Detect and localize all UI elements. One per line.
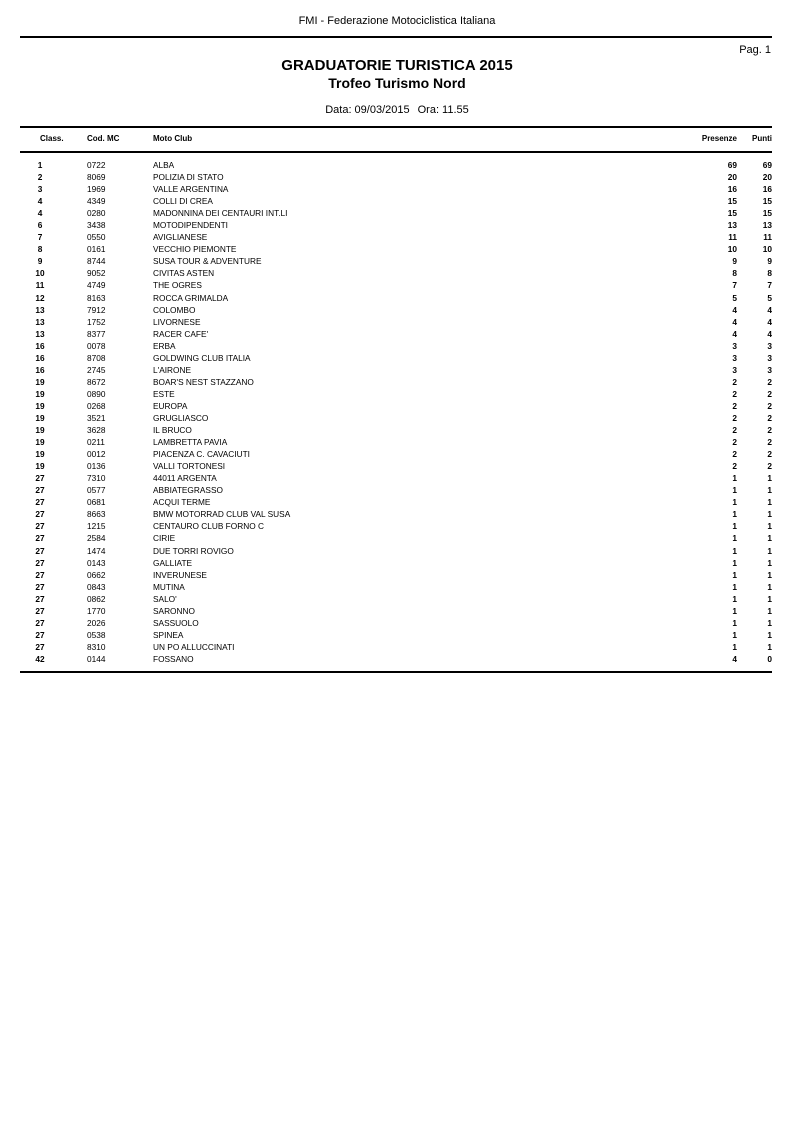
cell-punti: 9 (767, 256, 772, 267)
table-row (0, 532, 794, 544)
cell-cod-mc: 0161 (87, 244, 106, 255)
cell-moto-club: LAMBRETTA PAVIA (153, 437, 228, 448)
table-row (0, 641, 794, 653)
cell-cod-mc: 0843 (87, 581, 106, 592)
cell-class: 2 (37, 172, 43, 183)
cell-presenze: 1 (732, 545, 737, 556)
document-title: GRADUATORIE TURISTICA 2015 (281, 57, 513, 74)
cell-punti: 1 (767, 473, 772, 484)
table-row (0, 472, 794, 484)
cell-cod-mc: 0144 (87, 653, 106, 664)
cell-class: 27 (35, 569, 45, 580)
cell-class: 27 (35, 545, 45, 556)
cell-presenze: 2 (732, 461, 737, 472)
cell-punti: 0 (767, 653, 772, 664)
cell-presenze: 11 (728, 232, 737, 243)
cell-moto-club: CIRIE (153, 533, 176, 544)
cell-presenze: 4 (732, 304, 737, 315)
cell-punti: 1 (767, 533, 772, 544)
cell-presenze: 2 (732, 376, 737, 387)
cell-punti: 1 (767, 569, 772, 580)
cell-cod-mc: 0890 (87, 388, 106, 399)
cell-cod-mc: 8069 (87, 172, 106, 183)
cell-cod-mc: 0862 (87, 593, 106, 604)
cell-presenze: 4 (732, 328, 737, 339)
cell-moto-club: ALBA (153, 160, 175, 170)
cell-presenze: 1 (732, 569, 737, 580)
cell-class: 27 (35, 509, 45, 520)
cell-punti: 15 (762, 196, 772, 207)
cell-presenze: 1 (732, 557, 737, 568)
cell-class: 13 (35, 316, 45, 327)
table-row (0, 593, 794, 605)
table-row (0, 629, 794, 641)
cell-presenze: 1 (732, 593, 737, 604)
cell-class: 12 (35, 292, 45, 303)
page-number: Pag. 1 (739, 44, 771, 56)
cell-cod-mc: 0550 (87, 232, 106, 243)
cell-moto-club: CENTAURO CLUB FORNO C (153, 521, 264, 532)
cell-presenze: 3 (732, 352, 737, 363)
cell-moto-club: SPINEA (153, 629, 184, 640)
cell-presenze: 1 (732, 533, 737, 544)
cell-moto-club: VECCHIO PIEMONTE (153, 244, 237, 255)
table-row (0, 557, 794, 569)
cell-punti: 8 (767, 268, 772, 279)
cell-class: 19 (35, 376, 45, 387)
cell-punti: 5 (767, 292, 772, 303)
cell-cod-mc: 3438 (87, 220, 106, 231)
cell-class: 19 (35, 449, 45, 460)
cell-cod-mc: 0280 (87, 208, 106, 219)
table-row (0, 316, 794, 328)
cell-moto-club: MADONNINA DEI CENTAURI INT.LI (153, 208, 288, 219)
cell-moto-club: ROCCA GRIMALDA (153, 292, 229, 303)
table-row (0, 448, 794, 460)
table-row (0, 207, 794, 219)
column-header-punti: Punti (752, 134, 772, 143)
cell-cod-mc: 0722 (87, 160, 106, 170)
cell-presenze: 15 (727, 208, 737, 219)
table-row (0, 376, 794, 388)
table-row (0, 424, 794, 436)
cell-class: 19 (35, 388, 45, 399)
cell-cod-mc: 3628 (87, 425, 106, 436)
cell-moto-club: SASSUOLO (153, 617, 199, 628)
cell-cod-mc: 0268 (87, 400, 106, 411)
cell-presenze: 8 (732, 268, 737, 279)
cell-punti: 2 (767, 461, 772, 472)
cell-cod-mc: 8310 (87, 641, 106, 652)
cell-punti: 1 (767, 485, 772, 496)
cell-moto-club: ERBA (153, 340, 176, 351)
cell-class: 16 (35, 340, 45, 351)
cell-presenze: 2 (732, 400, 737, 411)
cell-class: 1 (37, 160, 43, 170)
cell-punti: 1 (767, 605, 772, 616)
table-row (0, 653, 794, 665)
table-row (0, 605, 794, 617)
cell-moto-club: L'AIRONE (153, 364, 192, 375)
table-row (0, 617, 794, 629)
cell-moto-club: SUSA TOUR & ADVENTURE (153, 256, 262, 267)
cell-presenze: 2 (732, 449, 737, 460)
cell-class: 8 (37, 244, 43, 255)
table-header-bottom-rule (20, 151, 772, 153)
table-row (0, 219, 794, 231)
cell-presenze: 7 (732, 280, 737, 291)
cell-punti: 3 (767, 352, 772, 363)
table-row (0, 520, 794, 532)
cell-class: 27 (35, 485, 45, 496)
cell-presenze: 9 (732, 256, 737, 267)
cell-punti: 69 (762, 160, 772, 170)
column-header-class: Class. (40, 134, 64, 143)
cell-class: 4 (37, 208, 43, 219)
cell-moto-club: POLIZIA DI STATO (153, 172, 224, 183)
cell-presenze: 13 (727, 220, 737, 231)
cell-moto-club: COLOMBO (153, 304, 196, 315)
cell-presenze: 1 (732, 605, 737, 616)
cell-moto-club: BOAR'S NEST STAZZANO (153, 376, 254, 387)
cell-class: 27 (35, 473, 45, 484)
cell-punti: 4 (767, 316, 772, 327)
cell-moto-club: PIACENZA C. CAVACIUTI (153, 449, 250, 460)
cell-punti: 11 (763, 232, 772, 243)
cell-class: 13 (35, 304, 45, 315)
cell-moto-club: RACER CAFE' (153, 328, 209, 339)
cell-cod-mc: 8708 (87, 352, 106, 363)
cell-punti: 2 (767, 437, 772, 448)
cell-class: 9 (37, 256, 43, 267)
table-row (0, 436, 794, 448)
cell-punti: 1 (767, 617, 772, 628)
table-row (0, 292, 794, 304)
cell-moto-club: ACQUI TERME (153, 497, 211, 508)
cell-class: 11 (35, 280, 45, 291)
cell-class: 27 (35, 533, 45, 544)
cell-punti: 2 (767, 388, 772, 399)
organization-header: FMI - Federazione Motociclistica Italiana (298, 15, 496, 27)
cell-cod-mc: 0538 (87, 629, 106, 640)
cell-cod-mc: 0577 (87, 485, 106, 496)
cell-cod-mc: 1752 (87, 316, 106, 327)
cell-class: 27 (35, 593, 45, 604)
cell-punti: 1 (767, 581, 772, 592)
cell-moto-club: INVERUNESE (153, 569, 207, 580)
cell-cod-mc: 1474 (87, 545, 106, 556)
column-header-cod-mc: Cod. MC (87, 134, 120, 143)
top-rule (20, 36, 772, 38)
table-row (0, 231, 794, 243)
cell-punti: 2 (767, 412, 772, 423)
table-row (0, 279, 794, 291)
cell-punti: 1 (767, 641, 772, 652)
cell-moto-club: MOTODIPENDENTI (153, 220, 228, 231)
cell-cod-mc: 3521 (87, 412, 106, 423)
cell-class: 27 (35, 581, 45, 592)
cell-moto-club: GOLDWING CLUB ITALIA (153, 352, 251, 363)
cell-moto-club: MUTINA (153, 581, 185, 592)
cell-cod-mc: 4749 (87, 280, 106, 291)
cell-cod-mc: 8377 (87, 328, 106, 339)
cell-punti: 4 (767, 304, 772, 315)
column-header-presenze: Presenze (701, 134, 737, 143)
cell-moto-club: EUROPA (153, 400, 188, 411)
cell-presenze: 2 (732, 437, 737, 448)
table-row (0, 496, 794, 508)
cell-cod-mc: 7912 (87, 304, 106, 315)
table-row (0, 364, 794, 376)
cell-moto-club: COLLI DI CREA (153, 196, 213, 207)
cell-presenze: 4 (732, 316, 737, 327)
cell-punti: 1 (767, 557, 772, 568)
cell-class: 16 (35, 364, 45, 375)
table-row (0, 545, 794, 557)
cell-cod-mc: 1770 (87, 605, 106, 616)
cell-class: 19 (35, 437, 45, 448)
cell-presenze: 3 (732, 340, 737, 351)
cell-presenze: 1 (732, 509, 737, 520)
cell-cod-mc: 0681 (87, 497, 106, 508)
document-subtitle: Trofeo Turismo Nord (328, 75, 466, 91)
table-row (0, 340, 794, 352)
cell-moto-club: FOSSANO (153, 653, 194, 664)
cell-cod-mc: 2745 (87, 364, 106, 375)
cell-moto-club: SALO' (153, 593, 177, 604)
cell-moto-club: GRUGLIASCO (153, 412, 209, 423)
cell-presenze: 15 (727, 196, 737, 207)
cell-cod-mc: 9052 (87, 268, 106, 279)
cell-presenze: 2 (732, 425, 737, 436)
cell-class: 3 (37, 184, 43, 195)
cell-cod-mc: 0143 (87, 557, 106, 568)
cell-presenze: 2 (732, 412, 737, 423)
cell-presenze: 5 (732, 292, 737, 303)
table-row (0, 328, 794, 340)
cell-cod-mc: 8663 (87, 509, 106, 520)
column-header-moto-club: Moto Club (153, 134, 193, 143)
table-header-top-rule (20, 126, 772, 128)
cell-cod-mc: 1215 (87, 521, 106, 532)
cell-moto-club: ABBIATEGRASSO (153, 485, 223, 496)
cell-class: 4 (37, 196, 43, 207)
cell-punti: 3 (767, 340, 772, 351)
cell-cod-mc: 8672 (87, 376, 106, 387)
cell-class: 27 (35, 617, 45, 628)
table-row (0, 569, 794, 581)
table-row (0, 460, 794, 472)
cell-moto-club: SARONNO (153, 605, 195, 616)
table-row (0, 484, 794, 496)
cell-cod-mc: 2026 (87, 617, 106, 628)
cell-moto-club: THE OGRES (153, 280, 202, 291)
cell-cod-mc: 0012 (87, 449, 106, 460)
cell-presenze: 1 (732, 617, 737, 628)
table-header (0, 133, 794, 147)
date-time-line (0, 104, 794, 116)
cell-class: 7 (37, 232, 43, 243)
cell-punti: 1 (767, 509, 772, 520)
cell-class: 27 (35, 629, 45, 640)
table-row (0, 352, 794, 364)
cell-presenze: 20 (727, 172, 737, 183)
table-row (0, 400, 794, 412)
cell-class: 27 (35, 605, 45, 616)
cell-punti: 2 (767, 425, 772, 436)
cell-cod-mc: 7310 (87, 473, 106, 484)
cell-punti: 1 (767, 629, 772, 640)
table-row (0, 508, 794, 520)
table-row (0, 304, 794, 316)
cell-presenze: 3 (732, 364, 737, 375)
cell-cod-mc: 0078 (87, 340, 106, 351)
table-row (0, 243, 794, 255)
cell-presenze: 4 (732, 653, 737, 664)
cell-cod-mc: 2584 (87, 533, 106, 544)
cell-punti: 10 (762, 244, 772, 255)
cell-class: 42 (35, 653, 45, 664)
cell-moto-club: VALLE ARGENTINA (153, 184, 229, 195)
cell-cod-mc: 1969 (87, 184, 106, 195)
time-text: Ora: 11.55 (417, 104, 469, 116)
cell-class: 6 (37, 220, 43, 231)
cell-moto-club: GALLIATE (153, 557, 193, 568)
table-row (0, 195, 794, 207)
cell-presenze: 16 (727, 184, 737, 195)
cell-presenze: 1 (732, 473, 737, 484)
cell-moto-club: DUE TORRI ROVIGO (153, 545, 234, 556)
cell-moto-club: 44011 ARGENTA (153, 473, 217, 484)
table-row (0, 171, 794, 183)
cell-punti: 2 (767, 449, 772, 460)
cell-presenze: 69 (727, 160, 737, 170)
cell-presenze: 10 (727, 244, 737, 255)
cell-punti: 7 (767, 280, 772, 291)
cell-punti: 1 (767, 593, 772, 604)
cell-moto-club: IL BRUCO (153, 425, 192, 436)
cell-presenze: 1 (732, 485, 737, 496)
cell-class: 16 (35, 352, 45, 363)
cell-class: 27 (35, 641, 45, 652)
cell-punti: 4 (767, 328, 772, 339)
cell-punti: 2 (767, 376, 772, 387)
table-row (0, 581, 794, 593)
date-text: Data: 09/03/2015 (325, 104, 410, 116)
cell-moto-club: VALLI TORTONESI (153, 461, 226, 472)
cell-punti: 16 (762, 184, 772, 195)
cell-punti: 15 (762, 208, 772, 219)
table-row (0, 388, 794, 400)
cell-punti: 20 (762, 172, 772, 183)
cell-class: 27 (35, 557, 45, 568)
cell-presenze: 1 (732, 581, 737, 592)
cell-cod-mc: 8163 (87, 292, 106, 303)
cell-presenze: 1 (732, 641, 737, 652)
cell-class: 19 (35, 461, 45, 472)
cell-presenze: 1 (732, 497, 737, 508)
cell-cod-mc: 0662 (87, 569, 106, 580)
cell-presenze: 2 (732, 388, 737, 399)
cell-moto-club: ESTE (153, 388, 175, 399)
cell-cod-mc: 4349 (87, 196, 106, 207)
cell-punti: 3 (767, 364, 772, 375)
table-row (0, 267, 794, 279)
cell-punti: 2 (767, 400, 772, 411)
cell-presenze: 1 (732, 521, 737, 532)
table-bottom-rule (20, 671, 772, 673)
table-row (0, 255, 794, 267)
cell-presenze: 1 (732, 629, 737, 640)
cell-class: 27 (35, 497, 45, 508)
cell-class: 13 (35, 328, 45, 339)
cell-class: 19 (35, 400, 45, 411)
cell-moto-club: AVIGLIANESE (153, 232, 208, 243)
table-row (0, 183, 794, 195)
cell-class: 10 (35, 268, 45, 279)
cell-cod-mc: 0211 (87, 437, 105, 448)
cell-moto-club: BMW MOTORRAD CLUB VAL SUSA (153, 509, 291, 520)
cell-cod-mc: 0136 (87, 461, 106, 472)
table-row (0, 412, 794, 424)
standings-table (0, 159, 794, 665)
cell-punti: 1 (767, 545, 772, 556)
table-row (0, 159, 794, 171)
cell-punti: 13 (762, 220, 772, 231)
cell-punti: 1 (767, 497, 772, 508)
cell-class: 19 (35, 412, 45, 423)
cell-class: 27 (35, 521, 45, 532)
cell-moto-club: LIVORNESE (153, 316, 201, 327)
cell-moto-club: UN PO ALLUCCINATI (153, 641, 235, 652)
cell-cod-mc: 8744 (87, 256, 106, 267)
cell-class: 19 (35, 425, 45, 436)
cell-punti: 1 (767, 521, 772, 532)
cell-moto-club: CIVITAS ASTEN (153, 268, 215, 279)
